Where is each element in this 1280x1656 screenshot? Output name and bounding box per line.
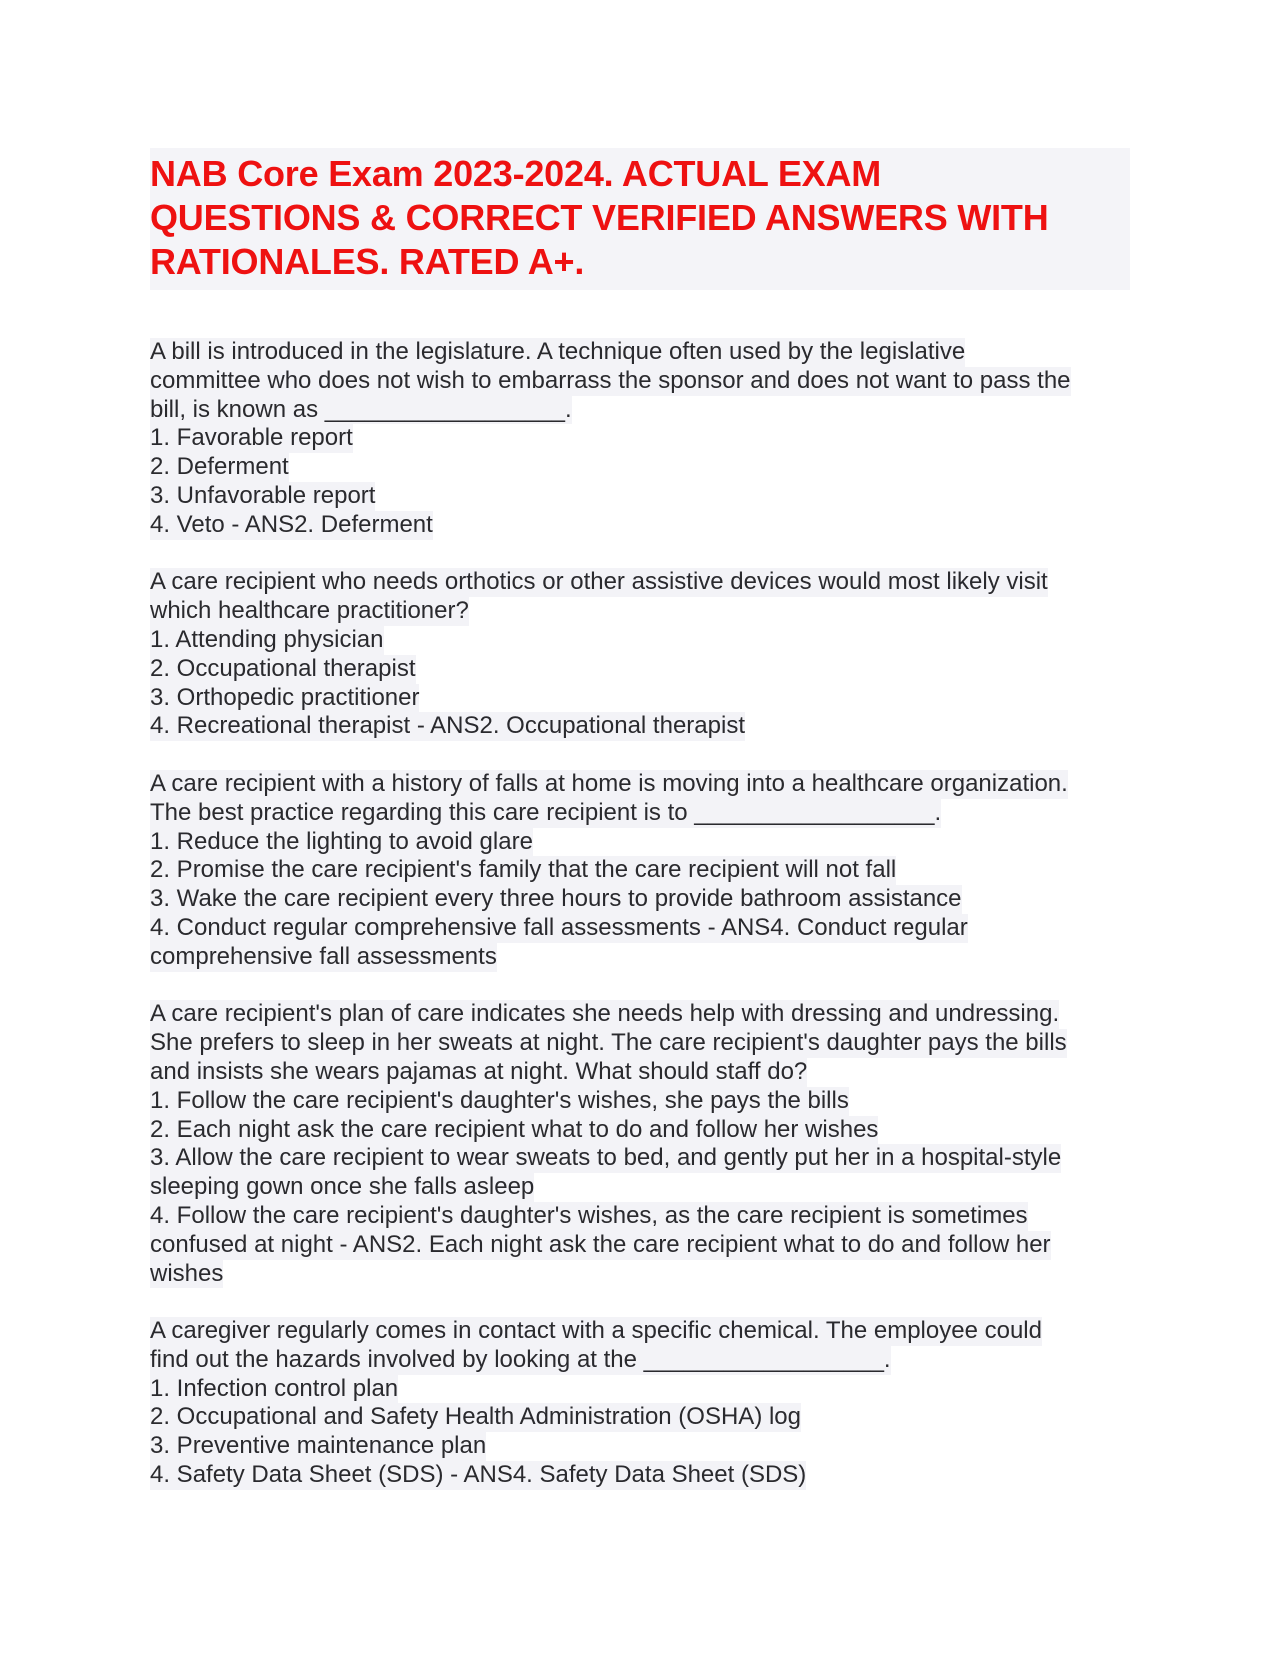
option-line: 3. Preventive maintenance plan [150, 1432, 487, 1460]
option-line: 2. Promise the care recipient's family that the care recipient will not fall [150, 856, 897, 884]
answer-line: 4. Veto - ANS2. Deferment [150, 510, 433, 538]
question-block [150, 770, 1130, 972]
question-line: and insists she wears pajamas at night. What should staff do? [150, 1057, 808, 1085]
answer-line: 4. Recreational therapist - ANS2. Occupational therapist [150, 712, 745, 740]
question-block [150, 1317, 1130, 1490]
option-line: sleeping gown once she falls asleep [150, 1173, 535, 1201]
option-line: 1. Follow the care recipient's daughter's wishes, she pays the bills [150, 1086, 849, 1114]
question-line: find out the hazards involved by looking at the __________________. [150, 1345, 891, 1373]
question-line: A caregiver regularly comes in contact with a specific chemical. The employee could [150, 1317, 1042, 1345]
question-block [150, 568, 1130, 741]
question-list [150, 338, 1130, 1519]
option-line: 1. Reduce the lighting to avoid glare [150, 827, 533, 855]
option-line: 3. Unfavorable report [150, 481, 376, 509]
option-line: 1. Infection control plan [150, 1374, 399, 1402]
answer-line: 4. Follow the care recipient's daughter's wishes, as the care recipient is sometimes [150, 1201, 1028, 1229]
question-line: A care recipient who needs orthotics or other assistive devices would most likely visit [150, 568, 1048, 596]
option-line: 2. Occupational and Safety Health Administration (OSHA) log [150, 1403, 801, 1431]
option-line: 2. Deferment [150, 453, 289, 481]
question-line: A bill is introduced in the legislature. A technique often used by the legislative [150, 338, 966, 365]
option-line: 3. Allow the care recipient to wear sweats to bed, and gently put her in a hospital-style [150, 1144, 1062, 1172]
answer-line: 4. Conduct regular comprehensive fall assessments - ANS4. Conduct regular [150, 913, 968, 941]
question-line: She prefers to sleep in her sweats at night. The care recipient's daughter pays the bills [150, 1029, 1067, 1057]
title-line: NAB Core Exam 2023-2024. ACTUAL EXAM [150, 153, 882, 194]
option-line: 1. Favorable report [150, 424, 353, 452]
option-line: 2. Each night ask the care recipient what to do and follow her wishes [150, 1115, 879, 1143]
answer-line: 4. Safety Data Sheet (SDS) - ANS4. Safety Data Sheet (SDS) [150, 1461, 807, 1489]
option-line: 2. Occupational therapist [150, 654, 416, 682]
question-line: which healthcare practitioner? [150, 597, 469, 625]
question-line: bill, is known as __________________. [150, 395, 572, 423]
answer-line: wishes [150, 1259, 224, 1287]
answer-line: confused at night - ANS2. Each night ask the care recipient what to do and follow her [150, 1230, 1051, 1258]
question-block [150, 338, 1130, 540]
answer-line: comprehensive fall assessments [150, 942, 497, 970]
question-line: A care recipient's plan of care indicates she needs help with dressing and undressing. [150, 1000, 1060, 1028]
question-line: A care recipient with a history of falls at home is moving into a healthcare organization. [150, 769, 1068, 797]
question-block [150, 1000, 1130, 1288]
title-line: RATIONALES. RATED A+. [150, 241, 585, 282]
question-line: committee who does not wish to embarrass the sponsor and does not want to pass the [150, 366, 1071, 394]
option-line: 3. Wake the care recipient every three hours to provide bathroom assistance [150, 885, 962, 913]
question-line: The best practice regarding this care recipient is to __________________. [150, 798, 942, 826]
document-title [150, 148, 1130, 290]
option-line: 3. Orthopedic practitioner [150, 683, 420, 711]
option-line: 1. Attending physician [150, 625, 384, 653]
title-line: QUESTIONS & CORRECT VERIFIED ANSWERS WITH [150, 197, 1049, 238]
